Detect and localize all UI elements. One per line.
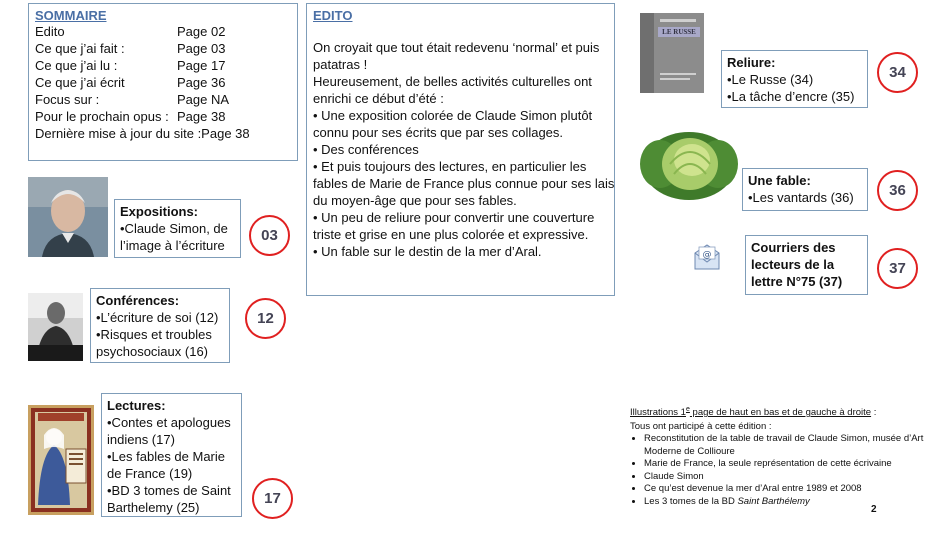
text-line: lecteurs de la [751,257,835,272]
heading-part-c: : [871,407,877,419]
text-line: Heureusement, de belles activités culturelles ont [313,74,592,89]
le-russe-book-cover [640,13,704,93]
text-line: • Un fable sur le destin de la mer d’Aral. [313,244,542,259]
conferences-box [90,288,230,363]
sommaire-row-label: Ce que j’ai lu : [35,58,118,73]
sommaire-row [35,57,291,74]
sommaire-row-page: Page 17 [177,58,226,73]
sommaire-row [35,40,291,57]
text-line: enrichi ce début d’été : [313,91,444,106]
fable-title: Une fable: [748,173,811,188]
sommaire-row-label: Edito [35,24,65,39]
edito-title: EDITO [313,8,353,23]
text-line: de France (19) [107,466,193,481]
sommaire-row [35,108,291,125]
text-line: •La tâche d’encre (35) [727,89,855,104]
sommaire-row-page: Page NA [177,92,230,107]
conferences-title: Conférences: [96,293,180,308]
illustration-item: • Ce qu’est devenue la mer d’Aral entre 1989 et 2008 [644,483,935,496]
fable-box [742,168,868,211]
illustrations-heading [630,404,935,420]
sommaire-row-label: Ce que j’ai écrit [35,75,125,90]
page-circle-34: 34 [877,52,918,93]
sommaire-row-label: Focus sur : [35,92,100,107]
text-line: lettre N°75 (37) [751,274,843,289]
item-text-cont: Moderne de Collioure [644,445,735,457]
heading-part-b: page de haut en bas et de gauche à droite [689,407,872,419]
marie-de-france-illustration [28,405,94,515]
sommaire-row-label: Ce que j’ai fait : [35,41,125,56]
cabbage-image [640,120,738,204]
page-circle-37: 37 [877,248,918,289]
illustrations-note [630,404,935,508]
sommaire-row [35,23,291,40]
sommaire-row-page: Page 03 [177,41,226,56]
conference-photo [28,293,83,361]
expositions-box [114,199,241,258]
sommaire-row-page: Page 36 [177,75,226,90]
lectures-title: Lectures: [107,398,166,413]
text-line: •Claude Simon, de [120,221,228,236]
page-circle-36: 36 [877,170,918,211]
sommaire-row-label: Pour le prochain opus : [35,109,169,124]
text-line: • Des conférences [313,142,419,157]
text-line: indiens (17) [107,432,175,447]
text-line: triste et grise en une plus colorée et expressive. [313,227,589,242]
sommaire-row-page: Page 02 [177,24,226,39]
text-line: patatras ! [313,57,368,72]
text-line: du moyen-âge que pour ses fables. [313,193,517,208]
heading-sup: e [685,406,690,413]
illustrations-list [630,433,935,508]
text-line: On croyait que tout était redevenu ‘normal’ et puis [313,40,600,55]
illustration-item: • Marie de France, la seule représentation de cette écrivaine [644,458,935,471]
text-line: • Un peu de reliure pour convertir une couverture [313,210,595,225]
sommaire-row [35,91,291,108]
sommaire-box [28,3,298,161]
courriers-box [745,235,868,295]
text-line: •Risques et troubles [96,327,212,342]
claude-simon-photo [28,177,108,257]
item-italic: Saint Barthélemy [737,495,810,507]
book-title-text: LE RUSSE [662,28,696,36]
text-line: •L’écriture de soi (12) [96,310,219,325]
text-line: •Le Russe (34) [727,72,814,87]
page-circle-03: 03 [249,215,290,256]
text-line: connu pour ses écrits que par ses collages. [313,125,564,140]
text-line: •Les vantards (36) [748,190,854,205]
heading-part-a: Illustrations 1 [630,407,686,419]
text-line: •BD 3 tomes de Saint [107,483,231,498]
reliure-box [721,50,868,108]
text-line: fables de Marie de France plus connue pour ses lais [313,176,615,191]
text-line: • Une exposition colorée de Claude Simon plutôt [313,108,593,123]
text-line: psychosociaux (16) [96,344,208,359]
text-line: • Et puis toujours des lectures, en particulier les [313,159,587,174]
expositions-title: Expositions: [120,204,199,219]
sommaire-last-update: Dernière mise à jour du site :Page 38 [35,126,250,141]
text-line: •Contes et apologues [107,415,231,430]
illustrations-intro: Tous ont participé à cette édition : [630,420,772,432]
item-text: Les 3 tomes de la BD [644,495,738,507]
illustration-item [644,433,935,458]
illustration-item: • Claude Simon [644,471,935,484]
svg-text:@: @ [702,250,712,260]
page-number: 2 [871,504,877,515]
item-text: Reconstitution de la table de travail de Claude Simon, musée d’Art [644,433,924,445]
lectures-box [101,393,242,517]
sommaire-title: SOMMAIRE [35,8,107,23]
email-icon [692,241,722,273]
page-circle-17: 17 [252,478,293,519]
sommaire-row [35,74,291,91]
text-line: l’image à l’écriture [120,238,225,253]
text-line: Barthelemy (25) [107,500,200,515]
page-circle-12: 12 [245,298,286,339]
text-line: Courriers des [751,240,836,255]
text-line: •Les fables de Marie [107,449,226,464]
reliure-title: Reliure: [727,55,776,70]
illustration-item [644,496,935,509]
edito-box [306,3,615,296]
sommaire-row-page: Page 38 [177,109,226,124]
